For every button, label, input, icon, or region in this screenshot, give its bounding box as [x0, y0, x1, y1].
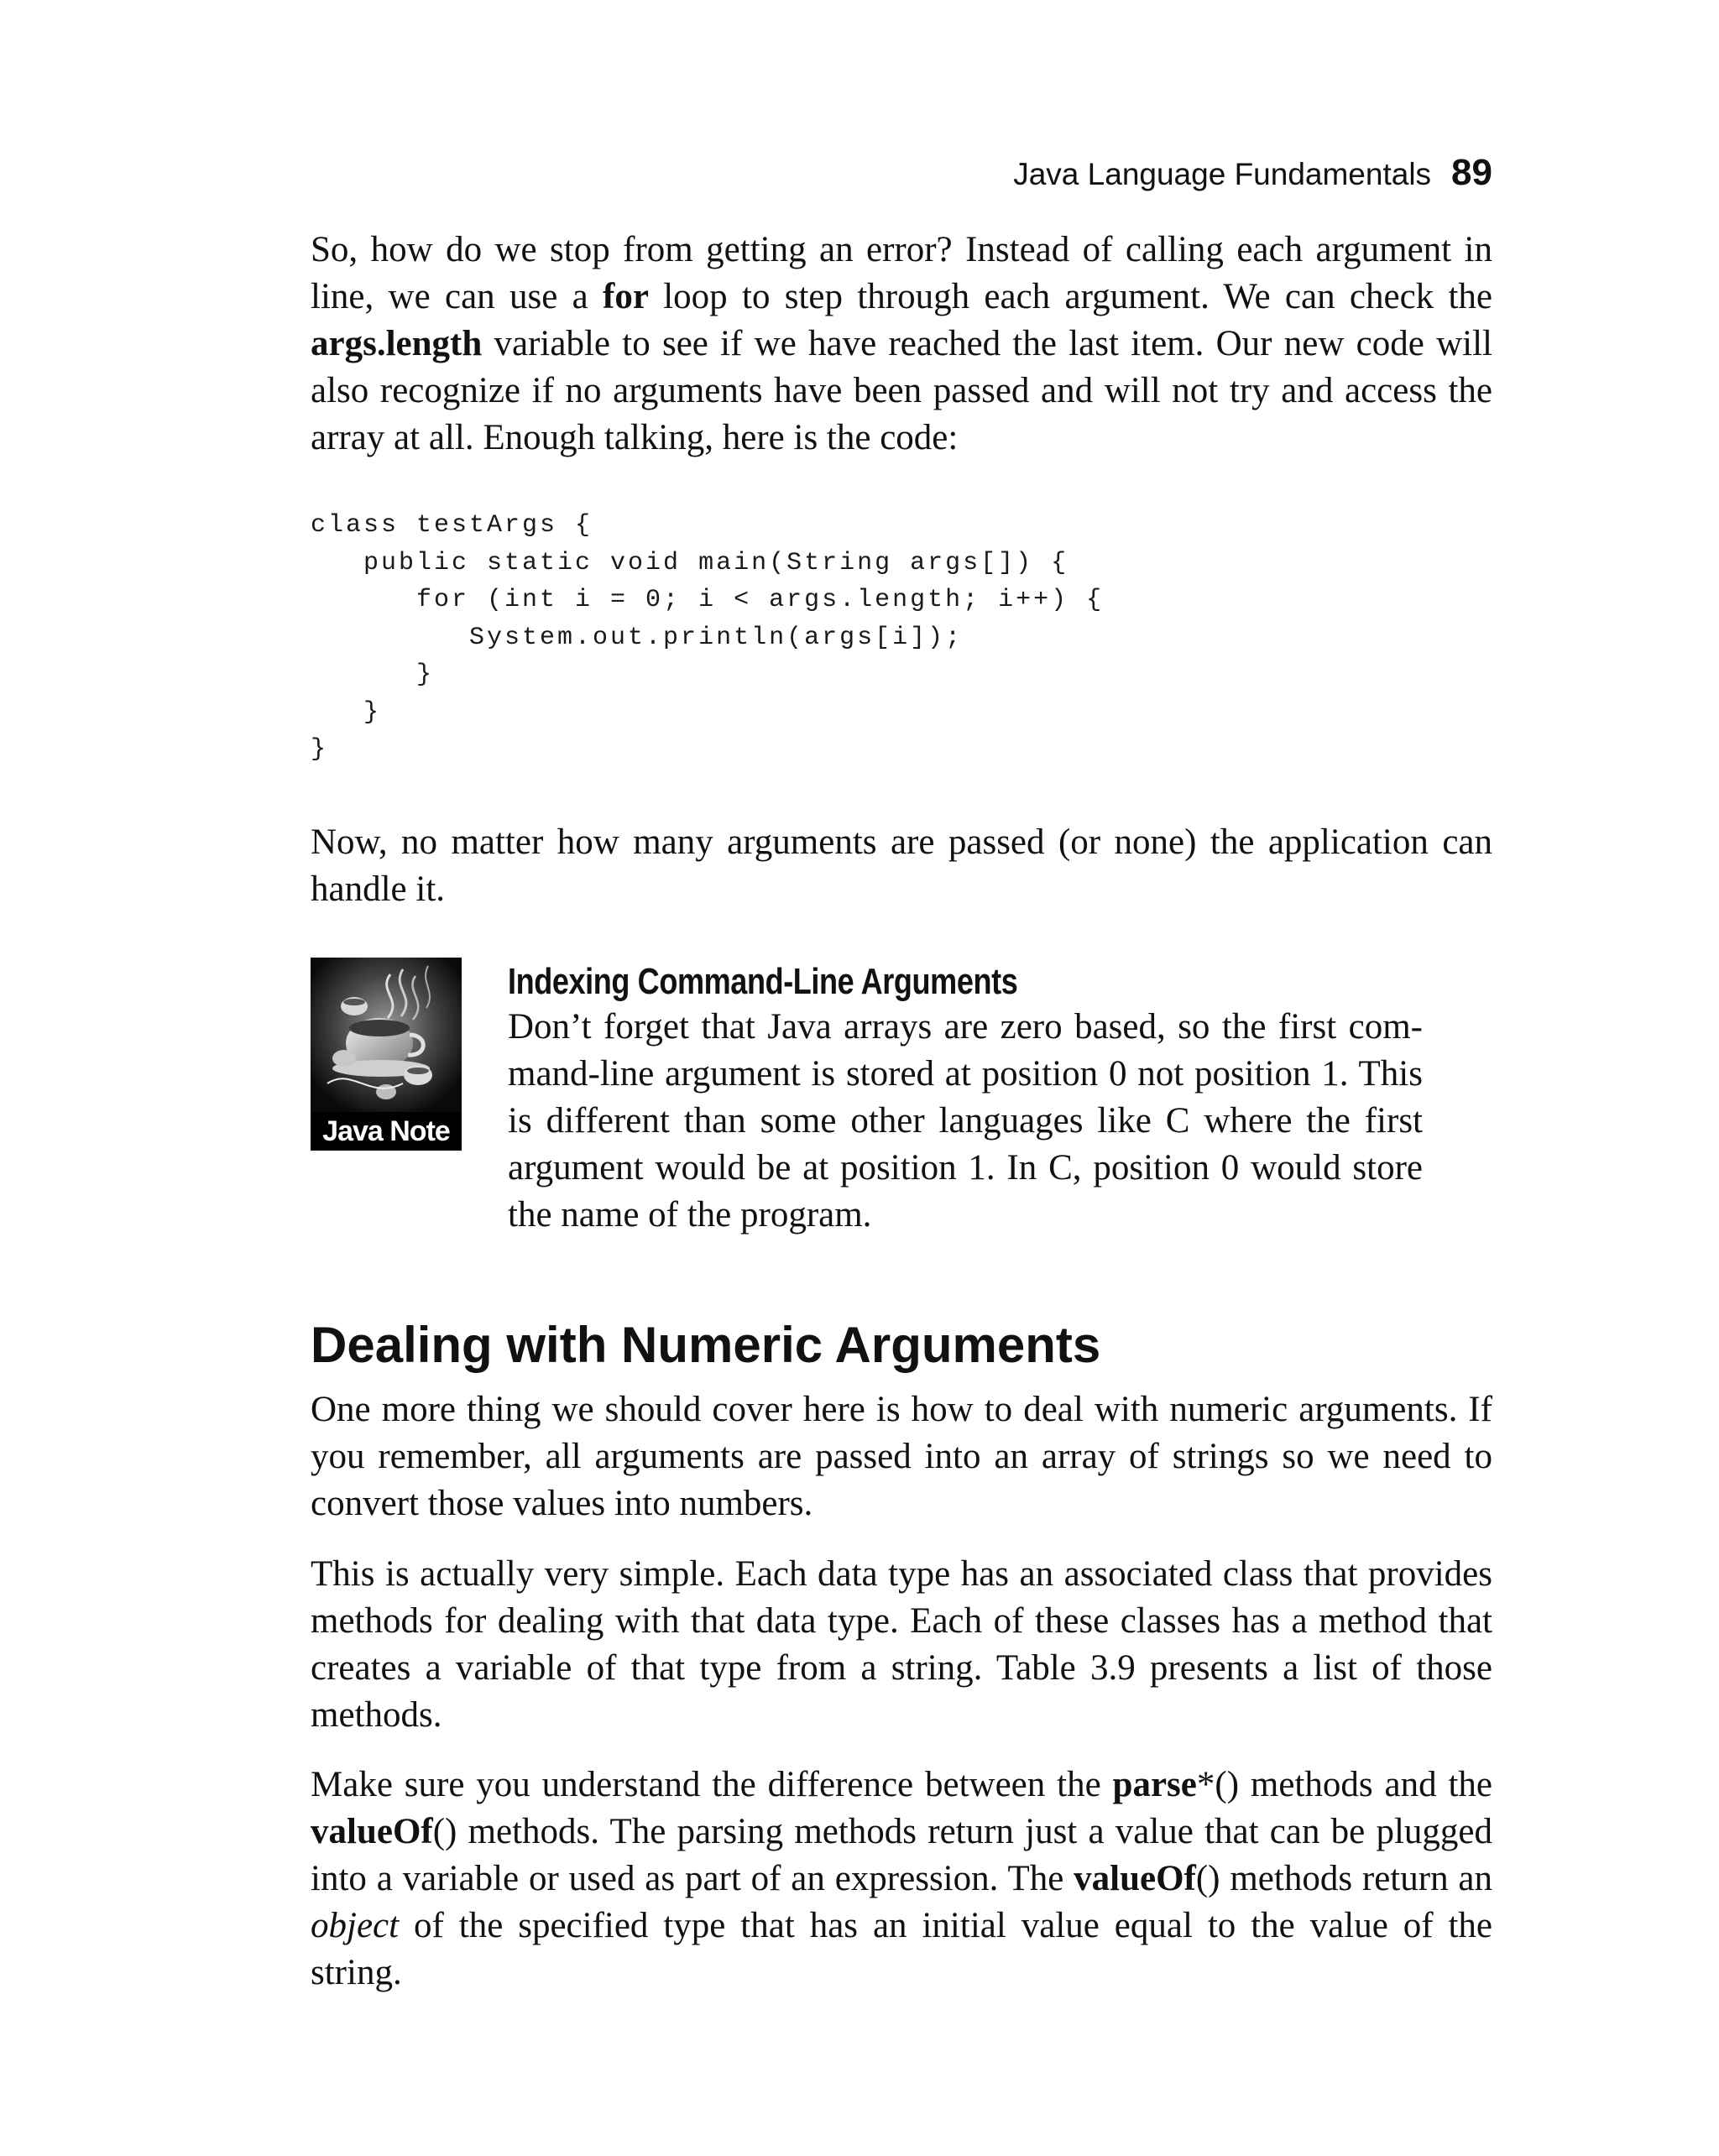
p3-text-2: *() methods and the: [1196, 1765, 1492, 1804]
code-line: public static void main(String args[]) {: [311, 548, 1069, 577]
page-number: 89: [1451, 152, 1492, 193]
p3-keyword-valueof: valueOf: [1074, 1859, 1196, 1898]
p3-text-3: () methods. The parsing methods return just a value that can be plugged into a variable or used as part of an expression. The: [311, 1812, 1492, 1898]
code-block: [311, 507, 1492, 769]
java-note-label: Java Note: [311, 1112, 462, 1151]
java-note-body: Don’t forget that Java arrays are zero based, so the first command-line argument is stored at position 0 not position 1. This is different than some other languages like C where the first argument would be at position 1. In C, position 0 would store the name of the program.: [508, 1007, 1423, 1235]
p3-italic-object: object: [311, 1906, 400, 1945]
p3-text-5: of the specified type that has an initial value equal to the value of the string.: [311, 1906, 1492, 1992]
java-note-title: Indexing Command-Line Arguments: [508, 961, 1018, 1002]
code-line: }: [311, 735, 329, 764]
section-paragraph-1: One more thing we should cover here is how to deal with numeric arguments. If you remember, all arguments are passed into an array of strings so we need to convert those values into numbers.: [311, 1390, 1492, 1523]
code-line: System.out.println(args[i]);: [311, 623, 964, 652]
section-paragraph-3: [311, 1762, 1492, 1997]
after-code-paragraph: Now, no matter how many arguments are passed (or none) the application can handle it.: [311, 822, 1492, 909]
p3-text-4: () methods return an: [1195, 1859, 1492, 1898]
p3-keyword-valueof: valueOf: [311, 1812, 433, 1851]
p3-text-1: Make sure you understand the difference between the: [311, 1765, 1113, 1804]
running-head: [311, 149, 1492, 198]
p3-keyword-parse: parse: [1112, 1765, 1197, 1804]
code-line: class testArgs {: [311, 511, 593, 540]
running-title: Java Language Fundamentals: [1013, 157, 1432, 191]
code-line: for (int i = 0; i < args.length; i++) {: [311, 586, 1105, 614]
intro-text-3: variable to see if we have reached the last item. Our new code will also recognize if no arguments have been passed and will not try and access the array at all. Enough talking, here is the code:: [311, 324, 1492, 457]
intro-text-1: So, how do we stop from getting an error? Instead of calling each argument in line, we can use a: [311, 230, 1492, 316]
intro-text-2: loop to step through each argument. We can check the: [648, 277, 1492, 316]
intro-keyword-for: for: [603, 277, 649, 316]
intro-keyword-args-length: args.length: [311, 324, 483, 363]
code-line: }: [311, 660, 435, 689]
section-heading: Dealing with Numeric Arguments: [311, 1317, 1101, 1373]
section-paragraph-2: This is actually very simple. Each data type has an associated class that provides methods for dealing with that data type. Each of these classes has a method that creates a variable of that type from a string. Table 3.9 presents a list of those methods.: [311, 1554, 1492, 1735]
java-note-icon: [311, 958, 462, 1151]
intro-paragraph: [311, 227, 1492, 462]
code-line: }: [311, 697, 382, 727]
coffee-cup-icon: [311, 958, 462, 1112]
